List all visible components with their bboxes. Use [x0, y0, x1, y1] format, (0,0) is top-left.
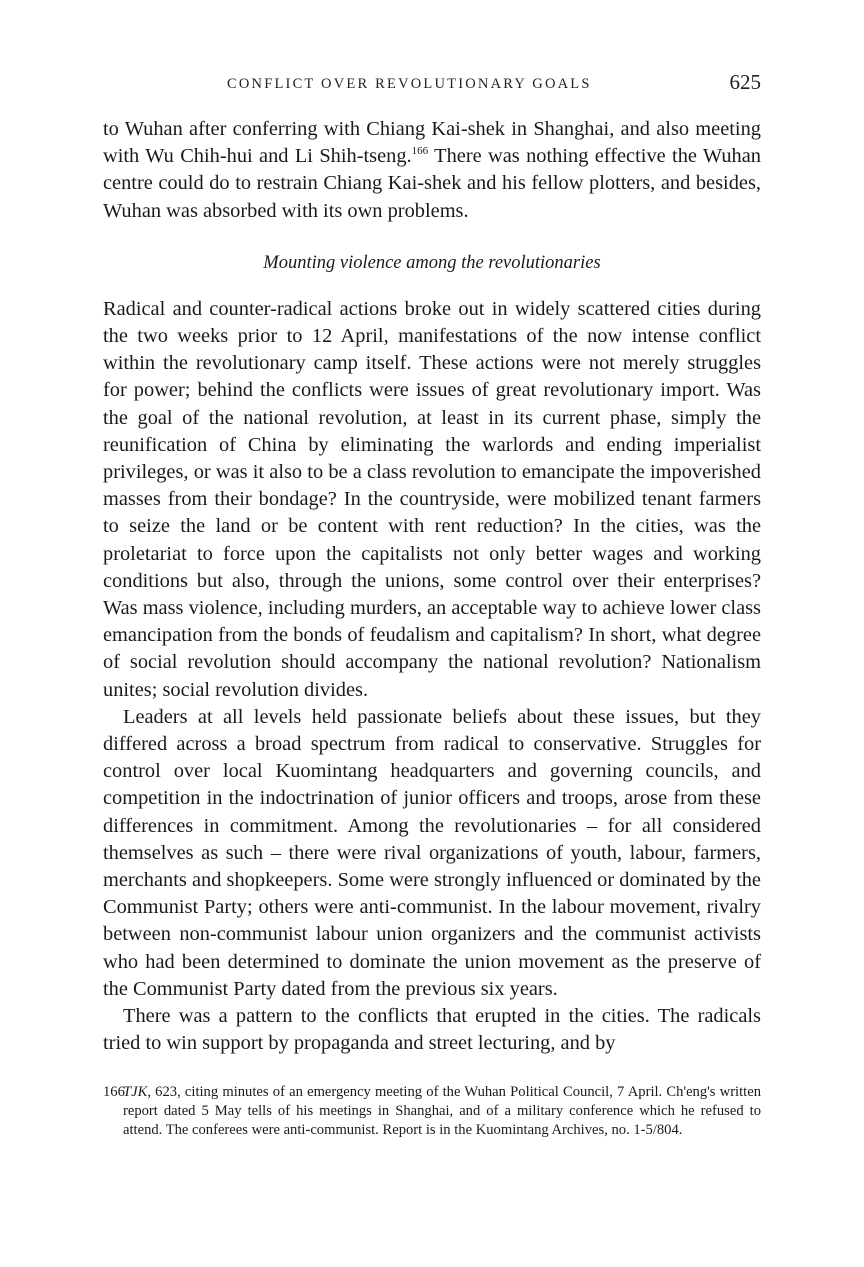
section-heading: Mounting violence among the revolutionaries [263, 252, 601, 273]
paragraph-text: to Wuhan after conferring with Chiang Kai-shek in Shanghai, and also meeting with Wu Chih-hui and Li Shih-tseng. [103, 118, 761, 168]
running-header [103, 70, 761, 102]
body-paragraph: There was a pattern to the conflicts that erupted in the cities. The radicals tried to win support by propaganda and street lecturing, and by [103, 1005, 761, 1055]
footnote [103, 1083, 761, 1140]
paragraph-continuation [103, 116, 761, 225]
footnote-number: 166 [103, 1083, 125, 1100]
body-paragraph: Radical and counter-radical actions broke out in widely scattered cities during the two weeks prior to 12 April, manifestations of the now intense conflict within the revolutionary camp itself. These actions were not merely struggles for power; behind the conflicts were issues of great revolutionary import. Was the goal of the national revolution, at least in its current phase, simply the reunification of China by eliminating the warlords and ending imperialist privileges, or was it also to be a class revolution to emancipate the impoverished masses from their bondage? In the countryside, were mobilized tenant farmers to seize the land or be content with rent reduction? In the cities, was the proletariat to force upon the capitalists not only better wages and working conditions but also, through the unions, some control over their enterprises? Was mass violence, including murders, an acceptable way to achieve lower class emancipation from the bonds of feudalism and capitalism? In short, what degree of social revolution should accompany the national revolution? Nationalism unites; social revolution divides. [103, 297, 761, 701]
footnote-source: TJK [123, 1083, 148, 1100]
page-number: 625 [729, 70, 761, 94]
footnote-reference[interactable]: 166 [411, 145, 429, 158]
paragraph-text-continued: There was nothing effective the Wuhan centre could do to restrain Chiang Kai-shek and his fellow plotters, and besides, Wuhan was absorbed with its own problems. [103, 145, 761, 222]
footnote-text: , 623, citing minutes of an emergency meeting of the Wuhan Political Council, 7 April. Ch'eng's written report dated 5 May tells of his meetings in Shanghai, and of a military conference which he refused to attend. The conferees were anti-communist. Report is in the Kuomintang Archives, no. 1-5/804. [123, 1083, 761, 1138]
running-title: CONFLICT OVER REVOLUTIONARY GOALS [227, 76, 592, 92]
footnotes [103, 1083, 761, 1140]
book-page [103, 70, 761, 1140]
body-paragraph: Leaders at all levels held passionate beliefs about these issues, but they differed across a broad spectrum from radical to conservative. Struggles for control over local Kuomintang headquarters and governing councils, and competition in the indoctrination of junior officers and troops, arose from these differences in commitment. Among the revolutionaries – for all considered themselves as such – there were rival organizations of youth, labour, farmers, merchants and shopkeepers. Some were strongly influenced or dominated by the Communist Party; others were anti-communist. In the labour movement, rivalry between non-communist labour union organizers and the communist activists who had been determined to dominate the union movement as the preserve of the Communist Party dated from the previous six years. [103, 705, 761, 1000]
